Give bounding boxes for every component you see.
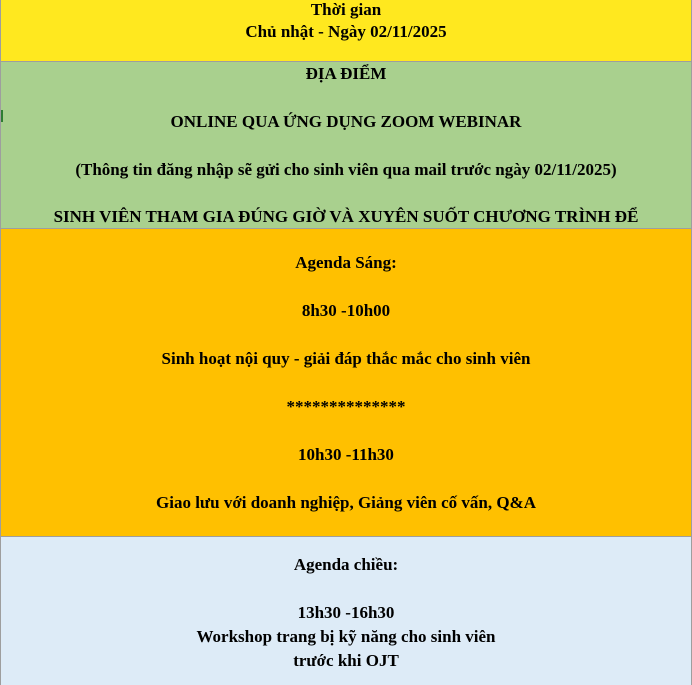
venue-login-note: (Thông tin đăng nhập sẽ gửi cho sinh viên qua mail trước ngày 02/11/2025)	[75, 160, 617, 179]
time-section	[0, 0, 692, 61]
venue-heading: ĐỊA ĐIỂM	[305, 64, 387, 83]
venue-attendance-note: SINH VIÊN THAM GIA ĐÚNG GIỜ VÀ XUYÊN SUỐT CHƯƠNG TRÌNH ĐỂ	[53, 207, 639, 226]
morning-slot2-activity: Giao lưu với doanh nghiệp, Giảng viên cố vấn, Q&A	[156, 493, 536, 512]
event-date: Chủ nhật - Ngày 02/11/2025	[245, 22, 447, 41]
venue-platform: ONLINE QUA ỨNG DỤNG ZOOM WEBINAR	[170, 112, 522, 131]
afternoon-heading: Agenda chiều:	[293, 555, 399, 574]
time-heading: Thời gian	[310, 0, 382, 19]
venue-section	[0, 61, 692, 228]
afternoon-slot-time: 13h30 -16h30	[297, 603, 395, 622]
morning-slot1-activity: Sinh hoạt nội quy - giải đáp thắc mắc cho sinh viên	[161, 349, 531, 368]
morning-agenda-section	[0, 228, 692, 536]
afternoon-activity-line1: Workshop trang bị kỹ năng cho sinh viên	[196, 627, 496, 646]
morning-separator: **************	[286, 397, 406, 416]
morning-slot1-time: 8h30 -10h00	[301, 301, 391, 320]
afternoon-agenda-section	[0, 536, 692, 685]
morning-slot2-time: 10h30 -11h30	[298, 445, 394, 464]
afternoon-activity-line2: trước khi OJT	[293, 651, 399, 670]
morning-heading: Agenda Sáng:	[295, 253, 397, 272]
